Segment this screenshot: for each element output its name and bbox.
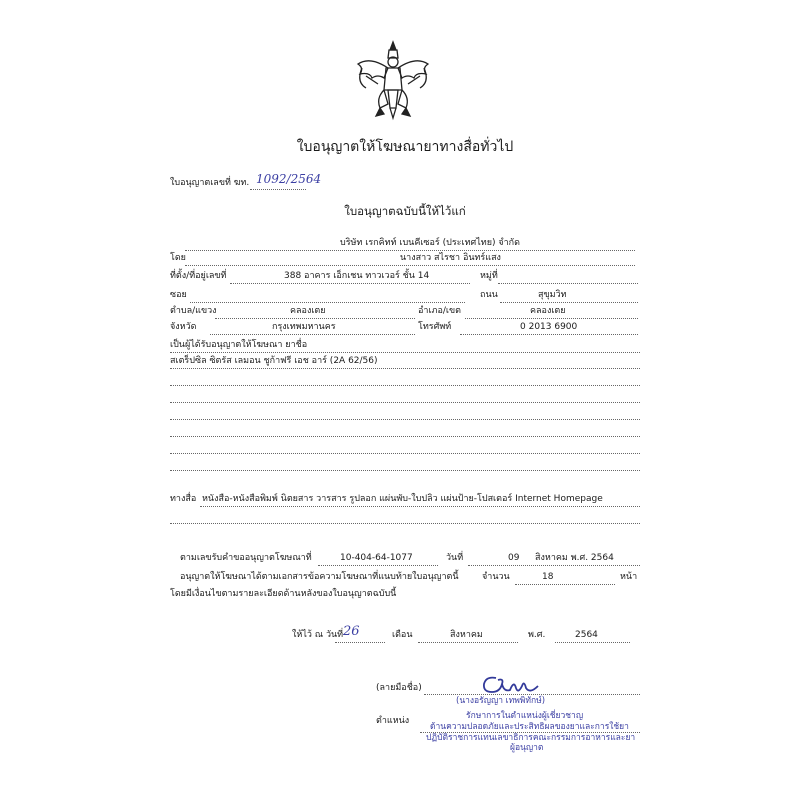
month-label: เดือน <box>392 630 413 640</box>
by-value: นางสาว สไรชา อินทร์แสง <box>400 253 501 263</box>
province-label: จังหวัด <box>170 322 197 332</box>
blank-line <box>170 385 640 386</box>
request-date-day: 09 <box>508 553 520 563</box>
road-label: ถนน <box>480 290 498 300</box>
position-label: ตำแหน่ง <box>376 716 410 726</box>
subdistrict-value: คลองเตย <box>290 306 326 316</box>
request-label: ตามเลขรับคำขออนุญาตโฆษณาที่ <box>180 553 312 563</box>
position-line-1: รักษาการในตำแหน่งผู้เชี่ยวชาญ <box>466 711 584 721</box>
by-line <box>185 265 635 266</box>
media-line <box>200 506 640 507</box>
permit-statement: เป็นผู้ได้รับอนุญาตให้โฆษณา ยาชื่อ <box>170 340 308 350</box>
phone-value: 0 2013 6900 <box>520 322 578 332</box>
given-month-line <box>418 642 518 643</box>
condition-text: โดยมีเงื่อนไขตามรายละเอียดด้านหลังของใบอนุญาตฉบับนี้ <box>170 589 397 599</box>
subdistrict-label: ตำบล/แขวง <box>170 306 217 316</box>
given-month: สิงหาคม <box>450 630 483 640</box>
phone-line <box>460 334 638 335</box>
request-line <box>318 565 438 566</box>
given-day: 26 <box>343 624 360 639</box>
document-title: ใบอนุญาตให้โฆษณายาทางสื่อทั่วไป <box>296 139 514 155</box>
permit-number-value: 1092/2564 <box>256 172 322 186</box>
district-line <box>465 318 638 319</box>
company-line <box>185 250 635 251</box>
address-label: ที่ตั้ง/ที่อยู่เลขที่ <box>170 271 227 281</box>
given-date-label: ให้ไว้ ณ วันที่ <box>292 630 344 640</box>
blank-line <box>170 523 640 524</box>
road-line <box>500 302 638 303</box>
soi-line <box>190 302 465 303</box>
request-date-line <box>468 565 640 566</box>
count-line <box>515 584 615 585</box>
company-name: บริษัท เรกคิทท์ เบนคีเซอร์ (ประเทศไทย) จำกัด <box>340 238 520 248</box>
drug-name: สเตร็ปซิล ซิตรัส เลมอน ชูก้าฟรี เอช อาร์ (2A 62/56) <box>170 356 378 366</box>
request-date-label: วันที่ <box>446 553 464 563</box>
blank-line <box>170 453 640 454</box>
signer-name: (นางอรัญญา เทพพิทักษ์) <box>456 696 546 706</box>
request-value: 10-404-64-1077 <box>340 553 413 563</box>
signature-label: (ลายมือชื่อ) <box>376 683 422 693</box>
given-year: 2564 <box>575 630 598 640</box>
given-year-line <box>555 642 630 643</box>
media-value: หนังสือ-หนังสือพิมพ์ นิตยสาร วารสาร รูปลอก แผ่นพับ-ใบปลิว แผ่นป้าย-โปสเตอร์ Internet Homepage <box>202 494 603 504</box>
media-label: ทางสื่อ <box>170 494 197 504</box>
position-line-4: ผู้อนุญาต <box>510 743 544 753</box>
soi-label: ซอย <box>170 290 187 300</box>
phone-label: โทรศัพท์ <box>418 322 452 332</box>
garuda-emblem-icon <box>350 38 436 122</box>
moo-line <box>498 283 638 284</box>
subdistrict-line <box>215 318 415 319</box>
drug-line <box>170 368 640 369</box>
blank-line <box>170 436 640 437</box>
page-label: หน้า <box>620 572 638 582</box>
document-subtitle: ใบอนุญาตฉบับนี้ให้ไว้แก่ <box>344 204 466 218</box>
permit-number-label: ใบอนุญาตเลขที่ ฆท. <box>170 178 250 188</box>
signature-icon <box>478 670 548 698</box>
permit-number-line <box>250 189 306 190</box>
blank-line <box>170 419 640 420</box>
position-line-3: ปฏิบัติราชการแทนเลขาธิการคณะกรรมการอาหารและยา <box>426 733 636 743</box>
given-day-line <box>335 642 385 643</box>
district-label: อำเภอ/เขต <box>418 306 461 316</box>
count-value: 18 <box>542 572 554 582</box>
by-label: โดย <box>170 253 186 263</box>
province-line <box>210 334 415 335</box>
statement-line <box>170 352 640 353</box>
province-value: กรุงเทพมหานคร <box>272 322 336 332</box>
request-date-month-year: สิงหาคม พ.ศ. 2564 <box>535 553 614 563</box>
allowed-text: อนุญาตให้โฆษณาได้ตามเอกสารข้อความโฆษณาที่แนบท้ายใบอนุญาตนี้ <box>180 572 459 582</box>
blank-line <box>170 402 640 403</box>
position-line-2: ด้านความปลอดภัยและประสิทธิผลของยาและการใช้ยา <box>430 722 629 732</box>
address-line <box>230 283 470 284</box>
count-label: จำนวน <box>482 572 510 582</box>
blank-line <box>170 470 640 471</box>
address-value: 388 อาคาร เอ็กเชน ทาวเวอร์ ชั้น 14 <box>284 271 430 281</box>
moo-label: หมู่ที่ <box>480 271 498 281</box>
year-label: พ.ศ. <box>528 630 546 640</box>
road-value: สุขุมวิท <box>538 290 567 300</box>
district-value: คลองเตย <box>530 306 566 316</box>
